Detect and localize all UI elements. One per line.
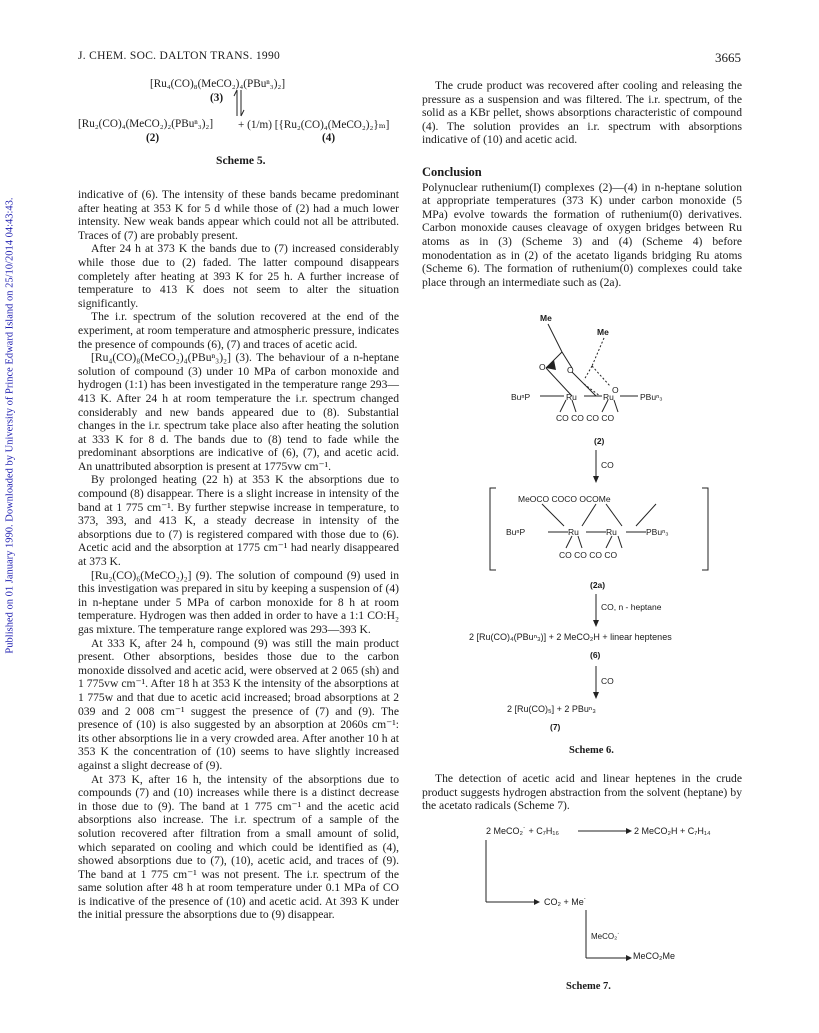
product-7-equation: 2 [Ru(CO)₅] + 2 PBuⁿ₃ [507, 704, 596, 714]
scheme7-acetoxy-radical: MeCO₂˙ [591, 932, 620, 941]
phosphine-left-label: BuⁿP [506, 527, 526, 537]
scheme5-bottom-formula: [Ru₂(CO)₄(MeCO₂)₂(PBuⁿ₃)₂] [78, 118, 214, 130]
carbonyl-row: CO CO CO CO [559, 550, 618, 560]
oxygen-label: O [567, 365, 574, 375]
paragraph: indicative of (6). The intensity of these bands became predominant after heating at 353 K for 5 d while those of (2) had a much lower intensity. New weak bands appear which could not all be attributed. Traces of (7) are probably present. [78, 188, 399, 242]
scheme5-label-2: (2) [146, 132, 160, 144]
intermediate-2a-label: (2a) [590, 580, 606, 590]
paragraph: The crude product was recovered after cooling and releasing the pressure as a suspension and was filtered. The i.r. spectrum, of the solid as a KBr pellet, shows absorptions characteristic of compound (4). The solution provides an i.r. spectrum with absorptions indicative of (10) and acetic acid. [422, 79, 742, 147]
conclusion-text: Polynuclear ruthenium(I) complexes (2)—(4) in n-heptane solution at appropriate temperatures (373 K) under carbon monoxide (5 MPa) evolve towards the formation of ruthenium(0) derivatives. Carbon monoxide causes cleavage of oxygen bridges between Ru atoms as in (3) (Scheme 3) and (4) (Scheme 4) before monodentation as in (2) of the acetato ligands bridging Ru atoms (Scheme 6). The formation of ruthenium(0) complexes could take place through an intermediate such as (2a). [422, 180, 742, 289]
co-reagent: CO [601, 676, 614, 686]
product-7-label: (7) [550, 722, 561, 732]
oxygen-label: O [539, 362, 546, 372]
journal-title: J. CHEM. SOC. DALTON TRANS. 1990 [78, 50, 281, 62]
scheme5-caption: Scheme 5. [216, 154, 266, 167]
oxygen-label: O [612, 385, 619, 395]
co-heptane-condition: CO, n - heptane [601, 602, 662, 612]
scheme5-top-formula: [Ru₄(CO)₈(MeCO₂)₄(PBuⁿ₃)₂] [150, 78, 286, 90]
paragraph: At 333 K, after 24 h, compound (9) was still the main product present. Other absorptions, besides those due to the carbon monoxide dissolved and acetic acid, were observed at 2 065 (sh) and 1 775vw cm⁻¹. After 18 h at 353 K the intensity of the absorptions at 1 775w and that due to acetic acid increased; broad absorptions at 2 039 and 2 008 cm⁻¹ suggest the presence of (7) and (9). The presence of (10) is also suggested by an absorption at 2060s cm⁻¹: its other absorptions lie in a very crowded area. After another 10 h at 353 K the concentration of (10) seems to have slightly increased against a slight decrease of (9). [78, 636, 399, 772]
scheme6-caption: Scheme 6. [569, 745, 614, 756]
running-header [78, 50, 741, 66]
scheme7-products: 2 MeCO₂H + C₇H₁₄ [634, 826, 711, 836]
phosphine-right-label: PBuⁿ₃ [640, 392, 663, 402]
product-6-label: (6) [590, 650, 601, 660]
ruthenium-label: Ru [568, 527, 579, 537]
scheme7-reactants: 2 MeCO₂˙ + C₇H₁₆ [486, 826, 560, 836]
methyl-label: Me [540, 313, 552, 323]
methyl-label: Me [597, 327, 609, 337]
ruthenium-label: Ru [603, 392, 614, 402]
scheme7-intro: The detection of acetic acid and linear heptenes in the crude product suggests hydrogen abstraction from the solvent (heptane) by the acetato radicals (Scheme 7). [422, 772, 742, 813]
scheme7-arrows [476, 822, 776, 972]
download-watermark: Published on 01 January 1990. Downloaded by University of Prince Edward Island on 25/10/2014 04:43:43. [4, 197, 16, 654]
conclusion-section [422, 166, 742, 289]
scheme5-label-3: (3) [210, 92, 224, 104]
scheme7-caption: Scheme 7. [566, 981, 611, 992]
right-top-paragraph [422, 79, 742, 147]
scheme7-decarboxylation: CO₂ + Me˙ [544, 897, 587, 907]
left-column [78, 188, 399, 922]
paragraph: [Ru₂(CO)₆(MeCO₂)₂] (9). The solution of compound (9) used in this investigation was prepared in situ by keeping a suspension of (4) in n-heptane under 5 MPa of carbon monoxide for 8 h at room temperature. Hydrogen was then added in order to have a 1:1 CO:H₂ gas mixture. The temperature range explored was 293—393 K. [78, 568, 399, 636]
phosphine-right-label: PBuⁿ₃ [646, 527, 669, 537]
paragraph: The i.r. spectrum of the solution recovered at the end of the experiment, at room temperature and atmospheric pressure, indicates the presence of compounds (6), (7) and traces of acetic acid. [78, 310, 399, 351]
acetato-ligand-row: MeOCO COCO OCOMe [518, 494, 611, 504]
phosphine-left-label: BuⁿP [511, 392, 531, 402]
paragraph: After 24 h at 373 K the bands due to (7) increased considerably while those due to (2) faded. The latter compound disappears completely after heating at 393 K for 25 h. A further increase of temperature to 413 K does not seem to alter the situation significantly. [78, 242, 399, 310]
scheme5-polymer: + (1/m) [{Ru₂(CO)₄(MeCO₂)₂}ₘ] [238, 119, 390, 131]
ruthenium-label: Ru [566, 392, 577, 402]
co-reagent: CO [601, 460, 614, 470]
product-6-equation: 2 [Ru(CO)₄(PBuⁿ₃)] + 2 MeCO₂H + linear heptenes [469, 632, 672, 642]
conclusion-heading: Conclusion [422, 165, 482, 179]
scheme5-label-4: (4) [322, 132, 336, 144]
structure-2-label: (2) [594, 436, 605, 446]
paragraph: [Ru₄(CO)₈(MeCO₂)₄(PBuⁿ₃)₂] (3). The behaviour of a n-heptane solution of compound (3) under 10 MPa of carbon monoxide and hydrogen (1:1) has been investigated in the temperature range 293—413 K. After 24 h at room temperature the i.r. spectrum changed considerably and new bands appeared due to (8). Substantial changes in the i.r. spectrum take place also after heating the solution at 333 K for 8 d. The bands due to (8) tend to fade while the predominant absorptions are indicative of (6), (7), and acetic acid. An unattributed absorption is present at 1775vw cm⁻¹. [78, 351, 399, 473]
paragraph: At 373 K, after 16 h, the intensity of the absorptions due to compounds (7) and (10) increases while there is a distinct decrease in those due to (9). The band at 1 775 cm⁻¹ and the acetic acid absorptions also increase. The i.r. spectrum of a sample of the solution recovered after filtration from a small amount of solid, which separated on cooling and which could be identified as (4), showed absorptions due to (7), (10), acetic acid, and traces of (9). The band at 1 775 cm⁻¹ was not present. The i.r. spectrum of the same solution after 48 h at room temperature under 0.1 MPa of CO is indicative of the presence of (10) and acetic acid. At 393 K under the initial pressure the absorptions due to (9) disappear. [78, 772, 399, 922]
ruthenium-label: Ru [606, 527, 617, 537]
carbonyl-row: CO CO CO CO [556, 413, 615, 423]
page-number: 3665 [715, 50, 741, 65]
paragraph: By prolonged heating (22 h) at 353 K the absorptions due to compound (8) disappear. There is a slight increase in intensity of the band at 1 775 cm⁻¹. By further stepwise increase in temperature, to 373, 393, and 413 K, a steady decrease in intensity of the absorptions due to (7) is registered compared with those due to (6). Acetic acid and the absorption at 1775 cm⁻¹ had nearly disappeared at 373 K. [78, 473, 399, 569]
equilibrium-arrow-icon [232, 88, 246, 118]
scheme7-methyl-acetate: MeCO₂Me [633, 951, 675, 961]
